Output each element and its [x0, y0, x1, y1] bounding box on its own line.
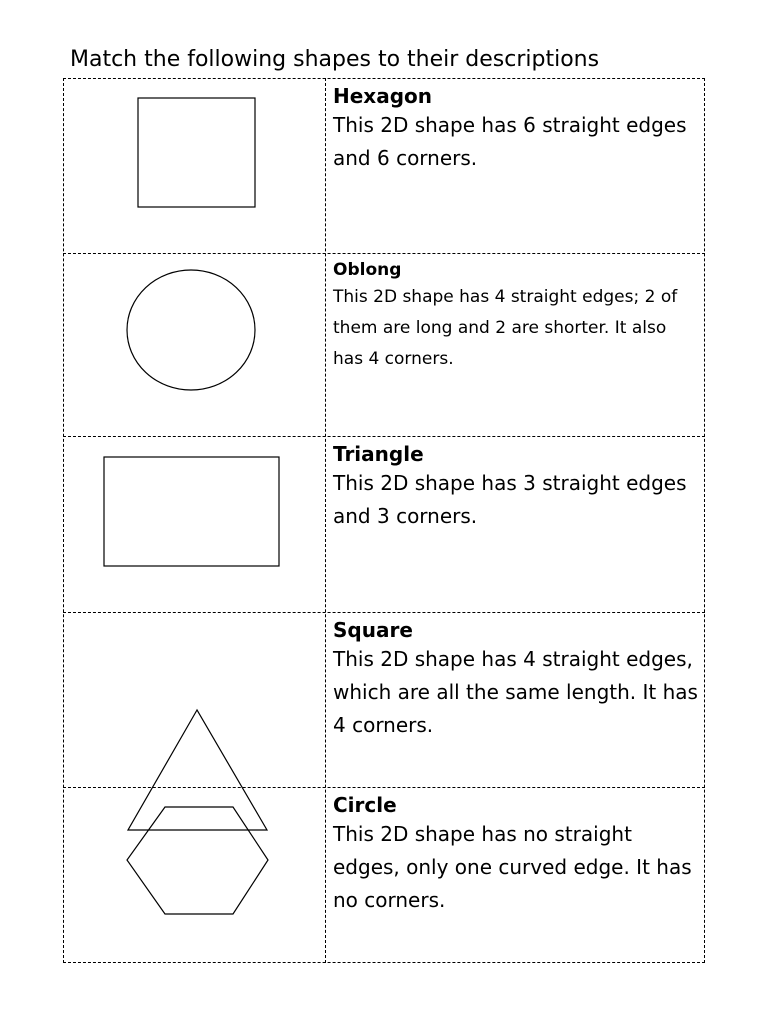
hexagon-icon	[63, 787, 325, 963]
shape-cell	[63, 436, 325, 612]
oblong-icon	[63, 436, 325, 612]
shape-name: Oblong	[333, 260, 402, 280]
shape-cell	[63, 612, 325, 787]
shape-description: This 2D shape has 3 straight edges and 3 corners.	[333, 471, 687, 528]
shape-cell	[63, 253, 325, 436]
matching-table	[63, 78, 705, 963]
shape-name: Circle	[333, 793, 397, 817]
shape-description: This 2D shape has 4 straight edges; 2 of them are long and 2 are shorter. It also has 4 corners.	[333, 287, 678, 369]
shape-cell	[63, 78, 325, 253]
description-cell	[325, 612, 705, 787]
shape-description: This 2D shape has no straight edges, only one curved edge. It has no corners.	[333, 822, 692, 912]
shape-description: This 2D shape has 4 straight edges, which are all the same length. It has 4 corners.	[333, 647, 698, 737]
shape-name: Triangle	[333, 442, 424, 466]
shape-name: Square	[333, 618, 413, 642]
description-cell	[325, 787, 705, 963]
shape-name: Hexagon	[333, 84, 432, 108]
description-cell	[325, 253, 705, 436]
circle-icon	[63, 253, 325, 436]
shape-cell	[63, 787, 325, 963]
triangle-icon	[63, 612, 325, 787]
worksheet-title: Match the following shapes to their descriptions	[70, 47, 600, 72]
description-cell	[325, 78, 705, 253]
shape-description: This 2D shape has 6 straight edges and 6 corners.	[333, 113, 687, 170]
description-cell	[325, 436, 705, 612]
square-icon	[63, 78, 325, 253]
